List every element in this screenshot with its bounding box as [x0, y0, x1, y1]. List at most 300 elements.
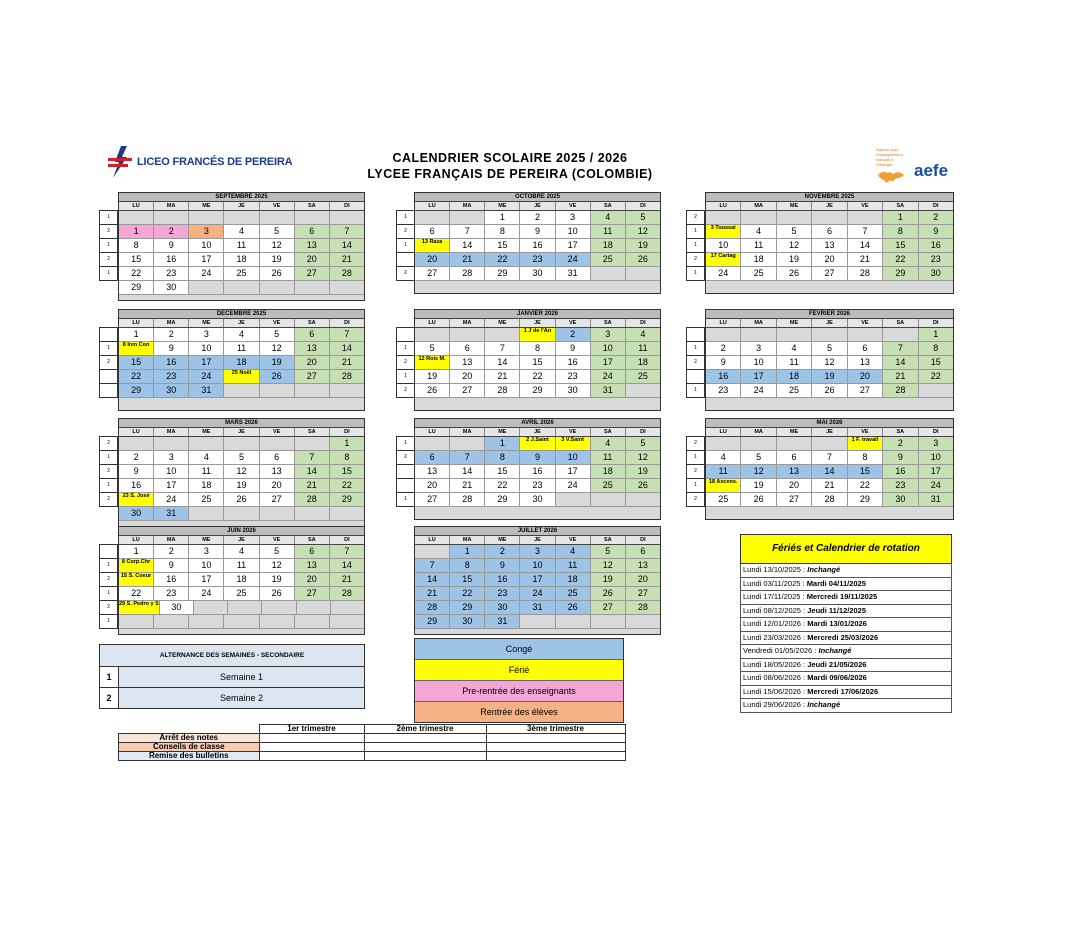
day-cell: 1: [119, 328, 154, 341]
day-cell: 30: [160, 601, 194, 614]
day-cell: [295, 507, 330, 520]
day-cell: [295, 281, 330, 294]
day-cell: 28: [330, 370, 364, 383]
week-number: 1: [99, 451, 118, 465]
day-cell: 12: [591, 559, 626, 572]
day-cell: 10: [591, 342, 626, 355]
week-number: 1: [396, 370, 415, 384]
day-cell: 17: [556, 465, 591, 478]
day-cell: 19: [777, 253, 812, 266]
day-cell: 22: [848, 479, 883, 492]
week-row: [415, 451, 660, 465]
day-cell: 6: [415, 225, 450, 238]
legend-rentree: Rentrée des élèves: [415, 702, 623, 722]
day-cell: 7: [330, 225, 364, 238]
trimestre-header-3: 3ème trimestre: [486, 725, 625, 734]
day-header: LU: [119, 428, 154, 436]
week-number: [686, 327, 705, 342]
month-footer: [706, 507, 953, 519]
week-number: 2: [686, 493, 705, 507]
month-footer: [415, 629, 660, 634]
day-cell: [919, 384, 953, 397]
day-cell: 28: [330, 587, 364, 600]
day-cell: 12: [741, 465, 776, 478]
day-cell: [189, 281, 224, 294]
day-cell: [450, 437, 485, 450]
day-cell: 21: [883, 370, 918, 383]
day-cell: 13: [295, 559, 330, 572]
day-cell: 20: [260, 479, 295, 492]
school-logo-icon: [107, 145, 133, 179]
school-logo: [107, 145, 292, 179]
day-header: LU: [706, 319, 741, 327]
day-cell: 12: [626, 451, 660, 464]
month-calendar: [414, 192, 661, 294]
aefe-logo: [876, 147, 948, 194]
feries-value: Inchangé: [807, 565, 841, 574]
day-cell: 10: [154, 465, 189, 478]
day-cell: [154, 615, 189, 628]
week-number: 1: [99, 342, 118, 356]
day-cell: 21: [295, 479, 330, 492]
feries-row: [740, 591, 952, 605]
day-cell: [485, 328, 520, 341]
day-cell: 16: [919, 239, 953, 252]
day-cell: 28: [450, 267, 485, 280]
day-cell: 4: [591, 211, 626, 224]
day-cell: 17: [189, 253, 224, 266]
day-cell: [119, 615, 154, 628]
week-number: [99, 370, 118, 384]
day-header: VE: [260, 428, 295, 436]
day-cell: [706, 328, 741, 341]
day-header-row: [119, 536, 364, 545]
trimestre-table: [118, 724, 626, 761]
day-cell: 11: [591, 225, 626, 238]
day-cell: 25: [189, 493, 224, 506]
week-number: 1: [99, 615, 118, 629]
day-cell: 2: [706, 342, 741, 355]
day-cell: 10: [520, 559, 555, 572]
day-cell: 14: [330, 342, 364, 355]
day-header: MA: [741, 319, 776, 327]
day-cell: 18: [556, 573, 591, 586]
day-header-row: [119, 202, 364, 211]
day-cell: 10: [189, 559, 224, 572]
day-cell: [415, 437, 450, 450]
week-row: [415, 479, 660, 493]
week-number: [99, 327, 118, 342]
day-cell: 18: [591, 465, 626, 478]
day-cell: 4: [224, 225, 259, 238]
week-number: [396, 479, 415, 493]
feries-row: [740, 659, 952, 673]
day-cell: 16: [154, 573, 189, 586]
month-footer: [706, 398, 953, 410]
month-calendar: [705, 309, 954, 411]
week-row: [415, 370, 660, 384]
alternance-row: [100, 688, 364, 708]
week-number: 2: [99, 356, 118, 370]
day-cell: 24: [556, 253, 591, 266]
week-row: [119, 493, 364, 507]
day-cell: [626, 267, 660, 280]
day-cell: 4: [556, 545, 591, 558]
trimestre-header-2: 2ème trimestre: [364, 725, 486, 734]
day-cell: 3: [919, 437, 953, 450]
week-row: [119, 465, 364, 479]
day-header: JE: [224, 536, 259, 544]
day-cell: 27: [295, 267, 330, 280]
day-cell: [591, 615, 626, 628]
day-header: SA: [591, 536, 626, 544]
week-row: [415, 559, 660, 573]
day-cell: 28: [848, 267, 883, 280]
day-cell: [626, 493, 660, 506]
month-calendar: [118, 526, 365, 635]
day-cell: [415, 328, 450, 341]
day-cell: 9: [154, 239, 189, 252]
day-cell: 23: [919, 253, 953, 266]
day-header: SA: [295, 536, 330, 544]
day-cell: 21: [848, 253, 883, 266]
day-cell: 8: [450, 559, 485, 572]
feries-row: [740, 564, 952, 578]
day-cell: 3: [189, 328, 224, 341]
day-cell: [706, 211, 741, 224]
week-row: [706, 253, 953, 267]
day-cell: [224, 211, 259, 224]
week-row: [415, 211, 660, 225]
month-footer: [119, 629, 364, 634]
day-cell: 6: [812, 225, 847, 238]
day-cell: [154, 437, 189, 450]
day-header: VE: [848, 319, 883, 327]
day-cell: [228, 601, 262, 614]
day-cell: 16: [520, 465, 555, 478]
day-cell: 9: [520, 225, 555, 238]
day-cell: [450, 211, 485, 224]
week-row: [415, 465, 660, 479]
week-number: [396, 465, 415, 479]
week-number: 1: [686, 384, 705, 398]
day-header: MA: [741, 428, 776, 436]
day-cell: 7: [848, 225, 883, 238]
day-cell: 11: [224, 239, 259, 252]
week-row: [119, 615, 364, 629]
day-cell: 27: [777, 493, 812, 506]
day-cell: 8: [485, 225, 520, 238]
month-calendar: [118, 309, 365, 411]
day-cell: 28: [883, 384, 918, 397]
day-cell: [189, 615, 224, 628]
day-cell: 8: [119, 239, 154, 252]
day-header: DI: [344, 429, 350, 435]
day-header: ME: [777, 202, 812, 210]
day-header: JE: [812, 428, 847, 436]
feries-date: Lundi 23/03/2026 :: [743, 632, 806, 642]
day-header: LU: [415, 202, 450, 210]
day-cell: [194, 601, 228, 614]
day-cell: [295, 211, 330, 224]
week-number-column: [686, 436, 705, 507]
legend: [414, 638, 624, 723]
day-cell: 7: [450, 225, 485, 238]
day-cell: 13: [812, 239, 847, 252]
day-cell: 29 S. Pedro y S: [119, 601, 160, 614]
day-cell: 7: [450, 451, 485, 464]
week-number-column: [99, 544, 118, 629]
day-cell: 8 Corp.Chr: [119, 559, 154, 572]
day-cell: 8: [919, 342, 953, 355]
day-cell: 27: [415, 493, 450, 506]
day-cell: [295, 384, 330, 397]
week-row: [415, 225, 660, 239]
day-cell: 20: [626, 573, 660, 586]
day-cell: 15 S. Coeur: [119, 573, 154, 586]
day-cell: 3 Toussai: [706, 225, 741, 238]
day-header: MA: [741, 202, 776, 210]
day-cell: 18: [189, 479, 224, 492]
month-footer: [415, 281, 660, 293]
week-row: [119, 239, 364, 253]
day-cell: 24: [520, 587, 555, 600]
week-row: [706, 465, 953, 479]
week-row: [706, 370, 953, 384]
day-cell: 13: [260, 465, 295, 478]
day-cell: [260, 384, 295, 397]
day-cell: 18: [777, 370, 812, 383]
month-title: DECEMBRE 2025: [119, 310, 364, 319]
month-footer: [119, 398, 364, 410]
week-row: [119, 267, 364, 281]
day-cell: 19: [260, 356, 295, 369]
feries-row: [740, 578, 952, 592]
trimestre-row-label: Arrêt des notes: [119, 734, 260, 743]
week-number: 2: [396, 267, 415, 281]
day-cell: 11: [626, 342, 660, 355]
day-cell: [330, 211, 364, 224]
week-number: 2: [99, 493, 118, 507]
day-cell: 14: [415, 573, 450, 586]
day-cell: 4: [591, 437, 626, 450]
day-header: DI: [640, 320, 646, 326]
week-number: [396, 253, 415, 267]
day-cell: 14: [848, 239, 883, 252]
month-title: NOVEMBRE 2025: [706, 193, 953, 202]
day-cell: 25: [556, 587, 591, 600]
day-cell: 2: [119, 451, 154, 464]
day-cell: 30: [154, 281, 189, 294]
day-cell: 13: [626, 559, 660, 572]
day-cell: 2: [485, 545, 520, 558]
day-cell: 21: [330, 356, 364, 369]
day-cell: 28: [295, 493, 330, 506]
day-cell: [626, 615, 660, 628]
day-cell: 23: [706, 384, 741, 397]
day-cell: 28: [485, 384, 520, 397]
day-cell: 17: [189, 573, 224, 586]
day-header: LU: [119, 319, 154, 327]
feries-row: [740, 699, 952, 713]
feries-value: Mardi 04/11/2025: [806, 578, 866, 588]
day-header: VE: [848, 202, 883, 210]
day-cell: 17 Cartag: [706, 253, 741, 266]
day-header: DI: [932, 203, 939, 209]
day-cell: 29: [119, 384, 154, 397]
day-header: MA: [154, 319, 189, 327]
day-cell: 21: [415, 587, 450, 600]
day-cell: 5: [260, 225, 295, 238]
day-cell: 20: [415, 479, 450, 492]
day-cell: 1: [119, 545, 154, 558]
day-cell: [330, 281, 364, 294]
day-cell: 11: [556, 559, 591, 572]
day-cell: [777, 328, 812, 341]
day-cell: 9: [520, 451, 555, 464]
day-header: VE: [556, 536, 591, 544]
week-number: 2: [686, 356, 705, 370]
day-cell: 2: [556, 328, 591, 341]
day-cell: 31: [520, 601, 555, 614]
day-cell: 14: [883, 356, 918, 369]
day-cell: 5: [741, 451, 776, 464]
day-header: VE: [260, 319, 295, 327]
day-cell: 11: [591, 451, 626, 464]
day-cell: 20: [777, 479, 812, 492]
feries-date: Lundi 18/05/2026 :: [743, 659, 806, 669]
day-header: ME: [485, 428, 520, 436]
day-cell: 20: [812, 253, 847, 266]
day-cell: 15: [450, 573, 485, 586]
week-number: 1: [99, 587, 118, 601]
day-cell: 30: [485, 601, 520, 614]
day-header-row: [706, 202, 953, 211]
day-cell: 25: [224, 587, 259, 600]
feries-value: Inchangé: [818, 646, 852, 655]
week-row: [119, 587, 364, 601]
day-cell: [520, 615, 555, 628]
day-cell: 26: [626, 479, 660, 492]
day-cell: 12: [260, 342, 295, 355]
day-cell: 3: [591, 328, 626, 341]
day-cell: 31: [154, 507, 189, 520]
day-cell: [812, 328, 847, 341]
week-number-column: [99, 210, 118, 281]
day-cell: [295, 615, 330, 628]
day-cell: 12: [260, 239, 295, 252]
feries-date: Lundi 15/06/2026 :: [743, 686, 806, 696]
day-cell: 19: [741, 479, 776, 492]
week-number: 1: [396, 493, 415, 507]
feries-table: [740, 534, 952, 713]
day-cell: 12: [260, 559, 295, 572]
day-cell: 11: [224, 559, 259, 572]
day-cell: 4: [224, 328, 259, 341]
day-cell: 10: [189, 342, 224, 355]
day-cell: 26: [626, 253, 660, 266]
day-cell: 6: [295, 545, 330, 558]
week-number: 1: [99, 210, 118, 225]
day-cell: 27: [415, 267, 450, 280]
day-cell: 9: [556, 342, 591, 355]
week-number: 2: [99, 253, 118, 267]
day-cell: [189, 507, 224, 520]
day-cell: [415, 545, 450, 558]
day-cell: 26: [224, 493, 259, 506]
day-cell: 16: [119, 479, 154, 492]
week-number: 2: [686, 436, 705, 451]
day-header: DI: [932, 320, 939, 326]
day-header: LU: [706, 202, 741, 210]
week-row: [415, 615, 660, 629]
day-cell: 21: [450, 253, 485, 266]
day-cell: 19: [260, 253, 295, 266]
day-cell: 3: [189, 545, 224, 558]
day-cell: 23: [485, 587, 520, 600]
day-cell: 26: [812, 384, 847, 397]
day-cell: [777, 437, 812, 450]
day-cell: 15: [119, 356, 154, 369]
day-cell: 30: [919, 267, 953, 280]
day-cell: 28: [450, 493, 485, 506]
day-cell: [706, 437, 741, 450]
day-cell: 7: [812, 451, 847, 464]
week-number-column: [396, 327, 415, 398]
day-header: LU: [119, 536, 154, 544]
week-number: 2: [396, 384, 415, 398]
day-cell: 1: [485, 211, 520, 224]
alternance-num: 1: [100, 667, 119, 687]
week-row: [415, 493, 660, 507]
day-cell: 3: [556, 211, 591, 224]
day-cell: 26: [260, 587, 295, 600]
day-cell: 10: [189, 239, 224, 252]
week-row: [706, 493, 953, 507]
day-header: MA: [450, 202, 485, 210]
day-cell: [591, 267, 626, 280]
day-cell: 3: [189, 225, 224, 238]
day-cell: 29: [450, 601, 485, 614]
day-cell: [224, 507, 259, 520]
day-cell: 18: [224, 573, 259, 586]
week-row: [706, 384, 953, 398]
week-row: [415, 356, 660, 370]
day-cell: 15: [330, 465, 364, 478]
day-cell: [741, 211, 776, 224]
week-number-column: [99, 436, 118, 507]
day-cell: 29: [415, 615, 450, 628]
day-cell: 28: [330, 267, 364, 280]
day-header: MA: [450, 428, 485, 436]
day-cell: [260, 437, 295, 450]
day-header: ME: [777, 428, 812, 436]
week-row: [415, 545, 660, 559]
day-cell: 26: [260, 370, 295, 383]
day-cell: 9: [883, 451, 918, 464]
feries-row: [740, 605, 952, 619]
day-cell: 13: [295, 239, 330, 252]
day-cell: 27: [295, 370, 330, 383]
day-cell: 22: [119, 370, 154, 383]
day-cell: 27: [848, 384, 883, 397]
feries-value: Inchangé: [807, 700, 841, 709]
day-cell: 30: [883, 493, 918, 506]
feries-row: [740, 645, 952, 659]
month-calendar: [414, 418, 661, 520]
day-cell: 25: [777, 384, 812, 397]
day-cell: 30: [450, 615, 485, 628]
